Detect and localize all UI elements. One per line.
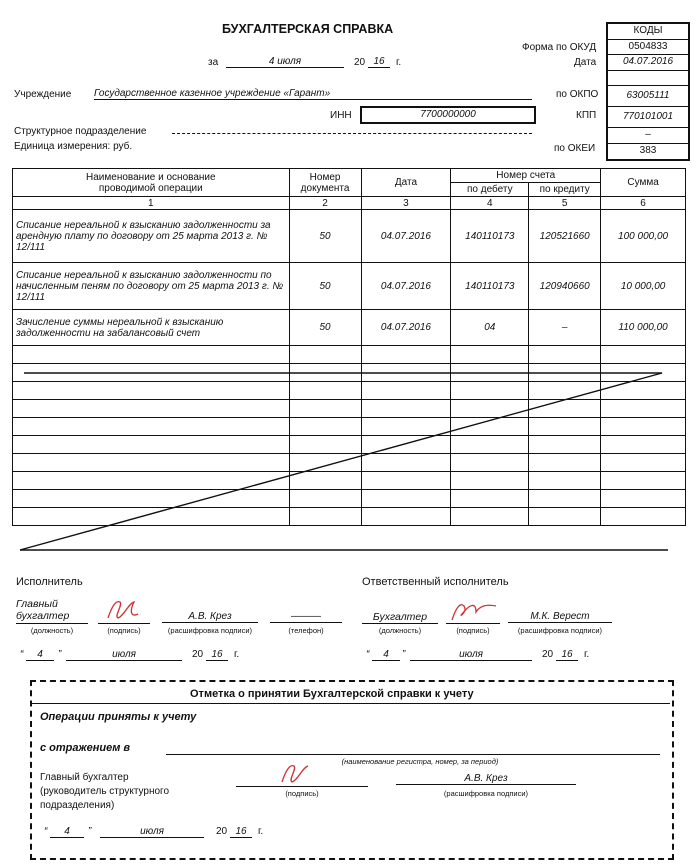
acceptance-title: Отметка о принятии Бухгалтерской справки к учету [190,688,474,700]
inn-value: 7700000000 [360,106,536,124]
header-account: Номер счета [451,169,601,183]
acceptance-chief: Главный бухгалтер [40,772,129,783]
date-year-prefix: 20 [354,57,366,68]
row-doc: 50 [289,263,361,310]
acceptance-name: А.В. Крез [396,773,576,785]
row-debit: 04 [451,310,529,346]
date-code-label: Дата [574,57,597,68]
date-day-month: 4 июля [226,56,344,68]
okei-label: по ОКЕИ [554,143,596,154]
acceptance-signature-line [236,786,368,787]
col-number-5: 5 [529,197,601,210]
responsible-signature-line [446,623,500,624]
header-sum: Сумма [601,169,686,197]
inn-label: ИНН [330,110,352,121]
col-number-4: 4 [451,197,529,210]
code-division: – [608,127,688,143]
responsible-month: июля [410,649,532,661]
header-doc: Номер документа [289,169,361,197]
executor-quote-open: “ [20,649,24,660]
responsible-year-unit: г. [584,649,590,660]
institution-label: Учреждение [14,89,72,100]
responsible-quote-close: ” [402,649,406,660]
date-year: 16 [368,56,390,68]
codes-header: КОДЫ [633,25,663,36]
executor-position-line [16,623,88,624]
code-okpo: 63005111 [608,85,688,106]
executor-signature [100,596,150,624]
document-title: БУХГАЛТЕРСКАЯ СПРАВКА [222,22,394,36]
row-date: 04.07.2016 [361,310,451,346]
executor-name: А.В. Крез [162,611,258,623]
acceptance-chief3: подразделения) [40,800,115,811]
responsible-year: 16 [556,649,578,661]
acceptance-cap-decode: (расшифровка подписи) [443,789,529,798]
acceptance-month: июля [100,826,204,838]
institution-value: Государственное казенное учреждение «Гарант» [94,88,532,100]
division-label: Структурное подразделение [14,126,147,137]
date-year-unit: г. [396,57,402,68]
responsible-signature [446,598,502,626]
executor-cap-position: (должность) [30,626,74,635]
row-doc: 50 [289,310,361,346]
row-sum: 110 000,00 [601,310,686,346]
responsible-day: 4 [372,649,400,661]
row-credit: 120521660 [529,210,601,263]
responsible-cap-position: (должность) [378,626,422,635]
row-name: Списание нереальной к взысканию задолженности по начисленным пеням по договору от 25 марта 2013 г. № 12/111 [13,263,290,310]
acceptance-quote-open: “ [44,826,48,837]
acceptance-quote-close: ” [88,826,92,837]
header-name: Наименование и основание проводимой операции [13,169,290,197]
acceptance-cap-signature: (подпись) [285,789,319,798]
executor-cap-decode: (расшифровка подписи) [167,626,253,635]
unit-label: Единица измерения: руб. [14,141,133,152]
executor-month: июля [66,649,182,661]
acceptance-year: 16 [230,826,252,838]
responsible-year-prefix: 20 [542,649,554,660]
row-name: Списание нереальной к взысканию задолженности за арендную плату по договору от 25 марта 2013 г. № 12/111 [13,210,290,263]
row-name: Зачисление суммы нереальной к взысканию задолженности на забалансовый счет [13,310,290,346]
responsible-cap-decode: (расшифровка подписи) [517,626,603,635]
responsible-name: М.К. Верест [508,611,612,623]
responsible-cap-signature: (подпись) [456,626,490,635]
acceptance-day: 4 [50,826,84,838]
acceptance-reflect-line [166,754,660,755]
row-debit: 140110173 [451,263,529,310]
code-okei: 383 [608,143,688,159]
row-credit: – [529,310,601,346]
row-date: 04.07.2016 [361,263,451,310]
executor-position: Главный бухгалтер [16,598,70,622]
acceptance-reflect-caption: (наименование регистра, номер, за период) [341,757,499,766]
row-sum: 10 000,00 [601,263,686,310]
header-date: Дата [361,169,451,197]
header-credit: по кредиту [529,183,601,197]
acceptance-reflect: с отражением в [40,742,131,754]
code-kpp: 770101001 [608,106,688,127]
executor-heading: Исполнитель [16,576,83,588]
executor-year-unit: г. [234,649,240,660]
col-number-6: 6 [601,197,686,210]
responsible-quote-open: “ [366,649,370,660]
code-date: 04.07.2016 [608,54,688,70]
executor-cap-phone: (телефон) [288,626,324,635]
executor-year: 16 [206,649,228,661]
executor-cap-signature: (подпись) [107,626,141,635]
executor-signature-line [98,623,150,624]
acceptance-year-prefix: 20 [216,826,228,837]
col-number-3: 3 [361,197,451,210]
executor-year-prefix: 20 [192,649,204,660]
row-sum: 100 000,00 [601,210,686,263]
responsible-heading: Ответственный исполнитель [362,576,509,588]
acceptance-chief2: (руководитель структурного [40,786,170,797]
acceptance-year-unit: г. [258,826,264,837]
responsible-position: Бухгалтер [362,611,438,624]
row-date: 04.07.2016 [361,210,451,263]
col-number-1: 1 [13,197,290,210]
acceptance-accepted: Операции приняты к учету [40,711,197,723]
kpp-label: КПП [576,110,597,121]
header-debit: по дебету [451,183,529,197]
col-number-2: 2 [289,197,361,210]
acceptance-title-line [32,703,670,704]
row-doc: 50 [289,210,361,263]
row-debit: 140110173 [451,210,529,263]
okud-label: Форма по ОКУД [522,42,597,53]
okpo-label: по ОКПО [556,89,599,100]
date-prefix: за [208,57,219,68]
acceptance-signature [274,760,314,788]
executor-day: 4 [26,649,54,661]
code-okud: 0504833 [608,39,688,55]
executor-phone: ——— [270,611,342,623]
row-credit: 120940660 [529,263,601,310]
executor-quote-close: ” [58,649,62,660]
